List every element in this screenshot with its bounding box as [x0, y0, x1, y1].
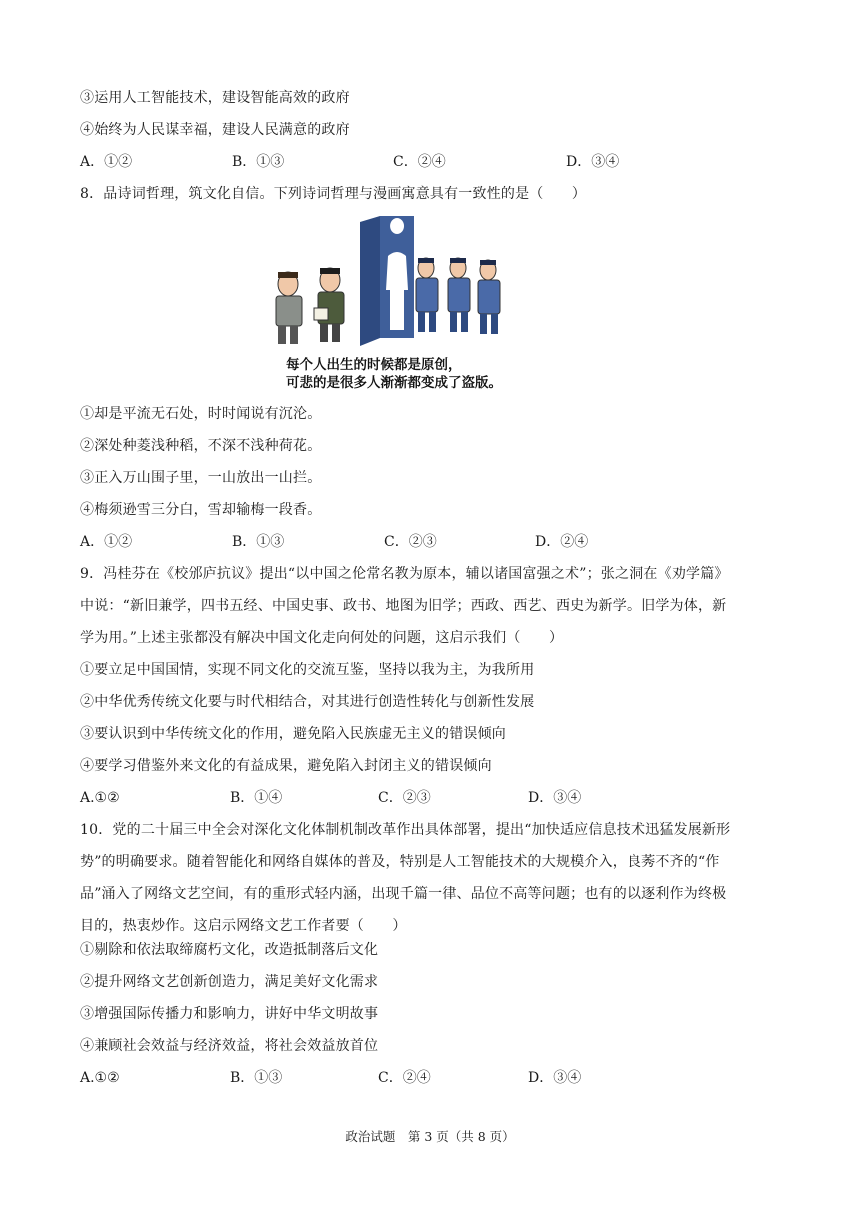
q7-option-a: A．①② [80, 154, 133, 170]
q8-cartoon [268, 216, 526, 400]
q10-stem-line-4: 目的，热衷炒作。这启示网络文艺工作者要（ ） [80, 918, 407, 934]
door-edge [360, 216, 380, 346]
q8-statement-1: ①却是平流无石处，时时闻说有沉沦。 [80, 406, 322, 422]
q8-option-b: B．①③ [232, 534, 285, 550]
q8-statement-2: ②深处种菱浅种稻，不深不浅种荷花。 [80, 438, 322, 454]
q9-statement-2: ②中华优秀传统文化要与时代相结合，对其进行创造性转化与创新性发展 [80, 694, 535, 710]
q10-option-b: B．①③ [230, 1070, 283, 1086]
q9-option-b: B．①④ [230, 790, 283, 806]
q7-option-d: D．③④ [566, 154, 620, 170]
cartoon-caption-line-1: 每个人出生的时候都是原创， [286, 357, 462, 373]
q7-option-b: B．①③ [232, 154, 285, 170]
q10-option-c: C．②④ [378, 1070, 431, 1086]
q9-statement-3: ③要认识到中华传统文化的作用，避免陷入民族虚无主义的错误倾向 [80, 726, 506, 742]
page-footer: 政治试题 第 3 页（共 8 页） [345, 1129, 515, 1144]
q10-option-d: D．③④ [528, 1070, 582, 1086]
cartoon-illustration [268, 216, 526, 364]
copy-person-1 [416, 258, 438, 332]
q8-statement-4: ④梅须逊雪三分白，雪却输梅一段香。 [80, 502, 322, 518]
q8-statement-3: ③正入万山围子里，一山放出一山拦。 [80, 470, 322, 486]
original-person-1 [276, 272, 302, 344]
q10-stem-line-1: 10．党的二十届三中全会对深化文化体制机制改革作出具体部署，提出“加快适应信息技术迅猛发展新形 [80, 822, 731, 838]
original-person-2 [314, 268, 344, 342]
q8-option-c: C．②③ [384, 534, 437, 550]
q8-option-a: A．①② [80, 534, 133, 550]
copy-person-2 [448, 258, 470, 332]
q10-option-a: A.①② [80, 1070, 120, 1086]
q9-option-d: D．③④ [528, 790, 582, 806]
q10-stem-line-3: 品”涌入了网络文艺空间，有的重形式轻内涵，出现千篇一律、品位不高等问题；也有的以逐利作为终极 [80, 886, 727, 902]
q10-statement-2: ②提升网络文艺创新创造力，满足美好文化需求 [80, 974, 379, 990]
q10-statement-3: ③增强国际传播力和影响力，讲好中华文明故事 [80, 1006, 379, 1022]
q7-option-c: C．②④ [393, 154, 446, 170]
q7-statement-3: ③运用人工智能技术，建设智能高效的政府 [80, 90, 350, 106]
q9-stem-line-3: 学为用。”上述主张都没有解决中国文化走向何处的问题，这启示我们（ ） [80, 630, 564, 646]
copy-person-3 [478, 260, 500, 334]
q9-statement-1: ①要立足中国国情，实现不同文化的交流互鉴，坚持以我为主，为我所用 [80, 662, 535, 678]
cartoon-caption-line-2: 可悲的是很多人渐渐都变成了盗版。 [286, 375, 502, 391]
q8-stem: 8．品诗词哲理，筑文化自信。下列诗词哲理与漫画寓意具有一致性的是（ ） [80, 186, 587, 202]
q10-stem-line-2: 势”的明确要求。随着智能化和网络自媒体的普及，特别是人工智能技术的大规模介入，良莠不齐的“作 [80, 854, 720, 870]
q7-statement-4: ④始终为人民谋幸福，建设人民满意的政府 [80, 122, 350, 138]
q9-statement-4: ④要学习借鉴外来文化的有益成果，避免陷入封闭主义的错误倾向 [80, 758, 492, 774]
q10-statement-4: ④兼顾社会效益与经济效益，将社会效益放首位 [80, 1038, 379, 1054]
q9-stem-line-1: 9．冯桂芬在《校邠庐抗议》提出“以中国之伦常名教为原本，辅以诸国富强之术”；张之洞在《劝学篇》 [80, 566, 729, 582]
q9-stem-line-2: 中说：“新旧兼学，四书五经、中国史事、政书、地图为旧学；西政、西艺、西史为新学。旧学为体，新 [80, 598, 727, 614]
q10-statement-1: ①剔除和依法取缔腐朽文化，改造抵制落后文化 [80, 942, 379, 958]
q8-option-d: D．②④ [535, 534, 589, 550]
q9-option-c: C．②③ [378, 790, 431, 806]
q9-option-a: A.①② [80, 790, 120, 806]
